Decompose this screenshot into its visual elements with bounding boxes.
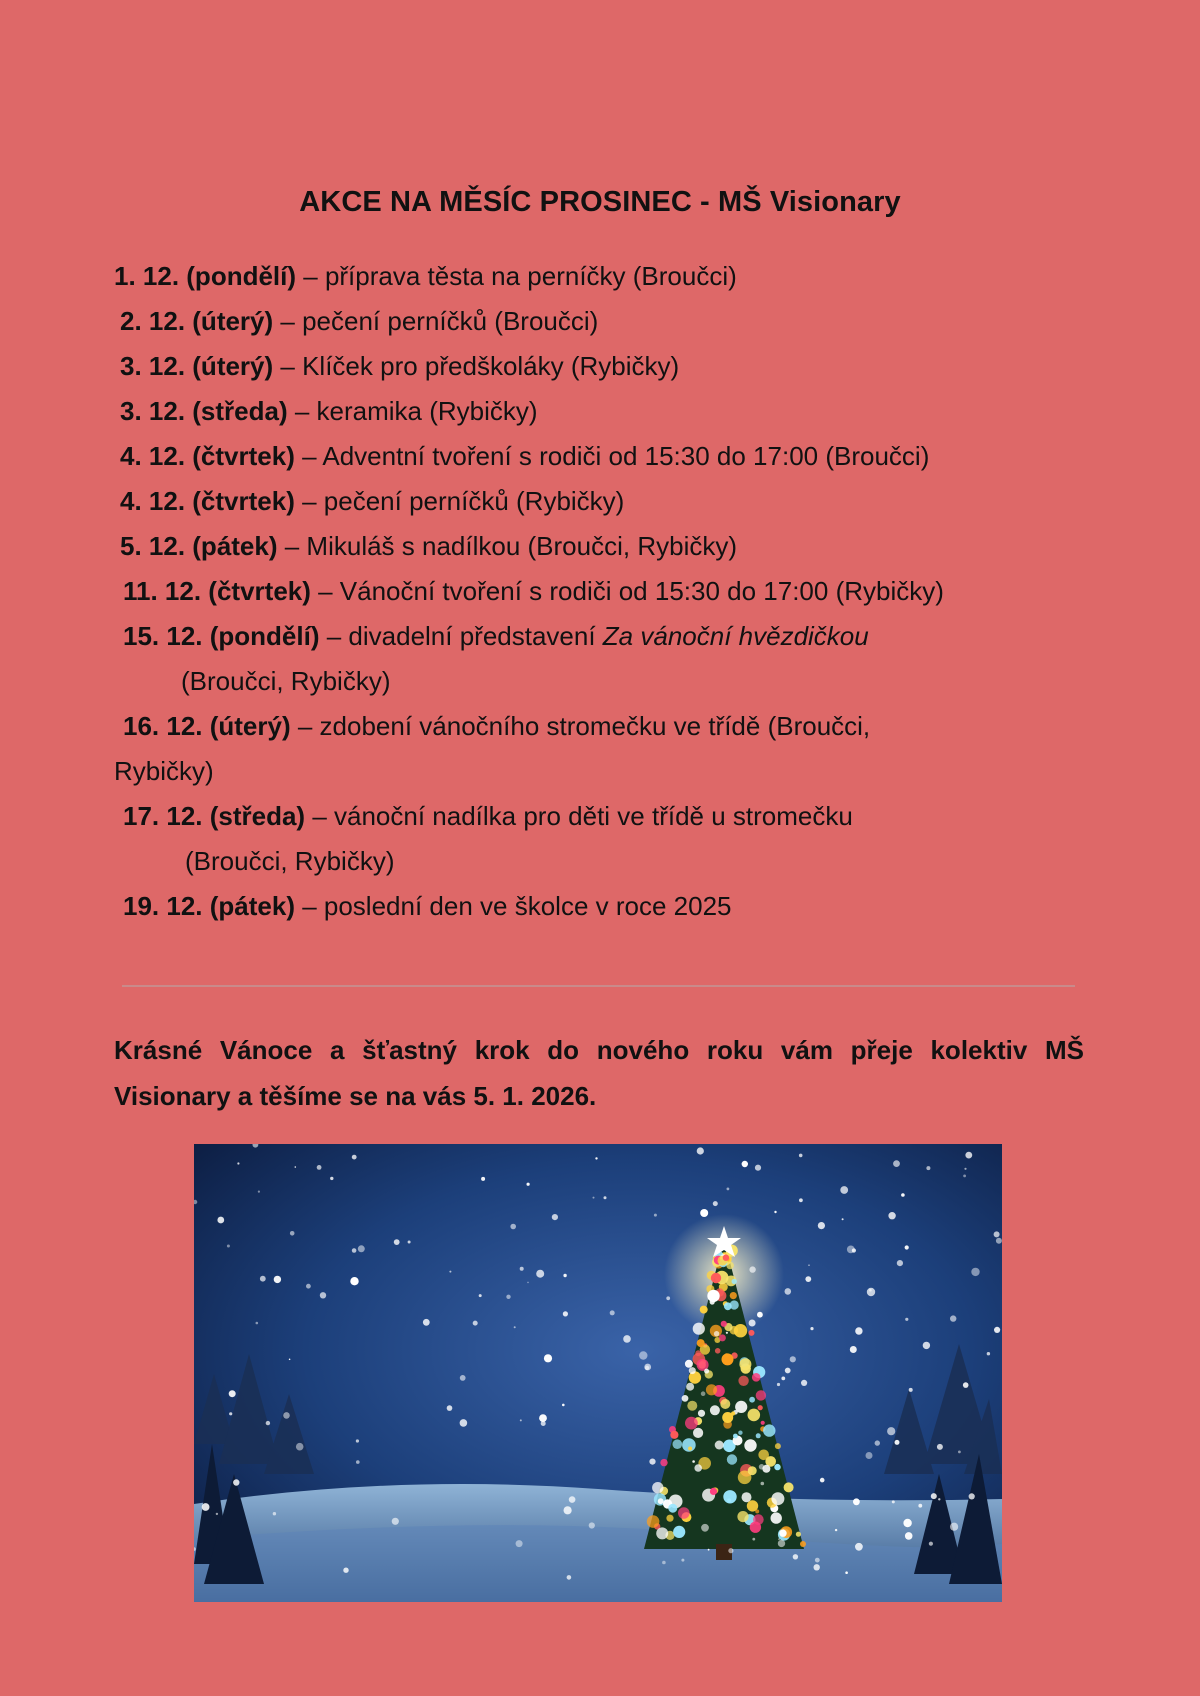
snowflake: [847, 1246, 855, 1254]
snowflake: [510, 1224, 516, 1230]
snowflake: [562, 1404, 565, 1407]
snowflake: [895, 1440, 900, 1445]
snowflake: [785, 1288, 792, 1295]
event-text: – zdobení vánočního stromečku ve třídě (Broučci,: [290, 711, 871, 741]
snowflake: [785, 1368, 791, 1374]
snowflake: [520, 1419, 522, 1421]
tree-light: [719, 1334, 726, 1341]
event-item: [120, 301, 598, 341]
event-continuation: (Broučci, Rybičky): [181, 666, 391, 696]
snowflake: [749, 1266, 755, 1272]
tree-light: [689, 1367, 696, 1374]
event-text: – pečení perníčků (Rybičky): [294, 486, 625, 516]
tree-light: [660, 1459, 667, 1466]
snowflake: [909, 1388, 913, 1392]
tree-light: [756, 1390, 766, 1400]
snowflake: [704, 1369, 709, 1374]
snowflake: [994, 1327, 1000, 1333]
snowflake: [449, 1271, 451, 1273]
tree-light: [668, 1504, 677, 1513]
tree-light: [678, 1507, 690, 1519]
event-item: [114, 256, 737, 296]
snowflake: [752, 1538, 755, 1541]
snowflake: [356, 1439, 359, 1442]
snowflake: [237, 1162, 239, 1164]
tree-light: [697, 1339, 705, 1347]
snowflake: [473, 1321, 478, 1326]
snowflake: [274, 1276, 281, 1283]
snowflake: [845, 1571, 848, 1574]
tree-light: [763, 1424, 775, 1436]
christmas-tree-image: [194, 1144, 1002, 1602]
tree-light: [734, 1324, 747, 1337]
tree-light: [647, 1515, 660, 1528]
tree-light: [687, 1401, 697, 1411]
event-date: 17. 12. (středa): [123, 801, 306, 831]
greeting-text: Krásné Vánoce a šťastný krok do nového roku vám přeje kolektiv MŠ Visionary a těšíme se na vás 5. 1. 2026.: [114, 1035, 1084, 1111]
snowflake: [593, 1197, 595, 1199]
snowflake: [266, 1421, 270, 1425]
snowflake: [296, 1443, 304, 1451]
snowflake: [790, 1356, 796, 1362]
snowflake: [805, 1276, 811, 1282]
tree-light: [715, 1348, 721, 1354]
tree-light: [724, 1302, 732, 1310]
event-text: – Adventní tvoření s rodiči od 15:30 do 17:00 (Broučci): [294, 441, 930, 471]
snowflake: [423, 1319, 430, 1326]
tree-light: [784, 1482, 794, 1492]
tree-light: [733, 1434, 738, 1439]
snowflake: [330, 1177, 333, 1180]
snowflake: [905, 1318, 908, 1321]
snowflake: [777, 1383, 780, 1386]
snowflake: [926, 1166, 930, 1170]
snowflake: [604, 1196, 607, 1199]
snowflake: [897, 1260, 903, 1266]
tree-light: [758, 1450, 769, 1461]
event-item: [123, 796, 853, 836]
snowflake: [779, 1530, 786, 1537]
snowflake: [352, 1248, 357, 1253]
snowflake: [971, 1268, 979, 1276]
snowflake: [903, 1519, 911, 1527]
snowflake: [306, 1284, 311, 1289]
snowflake: [567, 1575, 572, 1580]
snowflake: [692, 1460, 695, 1463]
snowflake: [892, 1500, 895, 1503]
snowflake: [569, 1496, 576, 1503]
snowflake: [931, 1493, 937, 1499]
snowflake: [901, 1193, 905, 1197]
snowflake: [987, 1352, 990, 1355]
snowflake: [460, 1419, 468, 1427]
snowflake: [527, 1282, 529, 1284]
tree-light: [673, 1526, 685, 1538]
event-item: [120, 526, 737, 566]
snowflake: [950, 1523, 958, 1531]
event-date: 4. 12. (čtvrtek): [120, 486, 295, 516]
tree-light: [796, 1532, 801, 1537]
event-item: [123, 706, 870, 746]
tree-light: [744, 1439, 756, 1451]
snowflake: [682, 1395, 689, 1402]
snowflake: [929, 1542, 933, 1546]
snowflake: [229, 1412, 232, 1415]
snowflake: [666, 1296, 670, 1300]
tree-light: [750, 1522, 761, 1533]
snowflake: [256, 1322, 259, 1325]
snowflake: [697, 1147, 704, 1154]
snowflake: [994, 1231, 1000, 1237]
snowflake: [447, 1405, 453, 1411]
event-date: 5. 12. (pátek): [120, 531, 278, 561]
snowflake: [814, 1564, 820, 1570]
tree-light: [737, 1511, 748, 1522]
event-text: – pečení perníčků (Broučci): [273, 306, 599, 336]
snowflake: [867, 1288, 875, 1296]
snowflake: [801, 1380, 807, 1386]
snowflake: [217, 1217, 224, 1224]
snowflake: [544, 1354, 552, 1362]
snowflake: [850, 1346, 857, 1353]
snowflake: [840, 1186, 848, 1194]
tree-light: [723, 1490, 736, 1503]
tree-light: [730, 1292, 737, 1299]
tree-light: [771, 1512, 782, 1523]
snowflake: [506, 1295, 510, 1299]
snowflake: [352, 1155, 357, 1160]
snowflake: [514, 1326, 516, 1328]
tree-light: [666, 1515, 673, 1522]
snowflake: [778, 1540, 785, 1547]
tree-light: [739, 1358, 751, 1370]
snowflake: [905, 1532, 913, 1540]
event-item: [123, 886, 732, 926]
snowflake: [233, 1479, 239, 1485]
snowflake: [320, 1292, 326, 1298]
tree-light: [706, 1384, 717, 1395]
snowflake: [742, 1161, 748, 1167]
snowflake: [808, 1264, 810, 1266]
snowflake: [701, 1391, 706, 1396]
tree-light: [749, 1397, 755, 1403]
snowflake: [853, 1498, 860, 1505]
snowflake: [563, 1274, 566, 1277]
tree-light: [700, 1306, 708, 1314]
event-date: 2. 12. (úterý): [120, 306, 274, 336]
snowflake: [820, 1478, 825, 1483]
snowflake: [950, 1315, 956, 1321]
event-text: – keramika (Rybičky): [287, 396, 538, 426]
event-text: – Vánoční tvoření s rodiči od 15:30 do 17:00 (Rybičky): [310, 576, 944, 606]
snowflake: [969, 1493, 975, 1499]
snowflake: [842, 1218, 844, 1220]
snowflake: [905, 1245, 909, 1249]
snowflake: [260, 1276, 266, 1282]
tree-light: [727, 1454, 737, 1464]
snowflake: [563, 1311, 568, 1316]
tree-light: [715, 1441, 724, 1450]
snowflake: [727, 1188, 730, 1191]
event-title-italic: Za vánoční hvězdičkou: [602, 621, 869, 651]
tree-light: [670, 1431, 678, 1439]
snowflake: [649, 1459, 655, 1465]
snowflake: [700, 1209, 708, 1217]
snowflake: [460, 1375, 466, 1381]
snowflake: [761, 1482, 765, 1486]
snowflake: [749, 1320, 756, 1327]
snowflake: [855, 1327, 862, 1334]
snowflake: [958, 1451, 961, 1454]
snowflake: [799, 1154, 803, 1158]
snowflake: [644, 1364, 651, 1371]
event-date: 3. 12. (středa): [120, 396, 288, 426]
snowflake: [686, 1383, 694, 1391]
snowflake: [552, 1214, 558, 1220]
snowflake: [623, 1335, 631, 1343]
tree-light: [710, 1299, 715, 1304]
snowflake: [516, 1540, 523, 1547]
snowflake: [283, 1412, 290, 1419]
tree-light: [752, 1373, 761, 1382]
tree-light: [652, 1482, 663, 1493]
tree-light: [774, 1464, 780, 1470]
tree-light: [710, 1405, 720, 1415]
snowflake: [726, 1332, 728, 1334]
snowflake: [963, 1175, 966, 1178]
tree-light: [710, 1488, 717, 1495]
tree-light: [693, 1428, 703, 1438]
snowflake: [708, 1549, 710, 1551]
event-date: 3. 12. (úterý): [120, 351, 274, 381]
tree-light: [656, 1527, 668, 1539]
snowflake: [229, 1390, 236, 1397]
tree-light: [721, 1321, 727, 1327]
event-text: – příprava těsta na perníčky (Broučci): [296, 261, 737, 291]
snowflake: [866, 1452, 873, 1459]
snowflake: [589, 1522, 595, 1528]
tree-light: [722, 1353, 734, 1365]
snowflake: [520, 1267, 524, 1271]
snowflake: [479, 1294, 482, 1297]
snowflake: [202, 1503, 210, 1511]
tree-light: [732, 1279, 737, 1284]
snowflake: [610, 1310, 615, 1315]
snowflake: [356, 1460, 360, 1464]
snowflake: [358, 1245, 365, 1252]
snowflake: [392, 1518, 399, 1525]
snowflake: [317, 1165, 322, 1170]
snowflake: [394, 1239, 400, 1245]
event-date: 15. 12. (pondělí): [123, 621, 320, 651]
snowflake: [714, 1331, 719, 1336]
tree-light: [722, 1412, 733, 1423]
tree-light: [748, 1466, 757, 1475]
snowflake: [216, 1513, 218, 1515]
snowflake: [681, 1559, 684, 1562]
tree-light: [742, 1492, 752, 1502]
event-item: [120, 346, 679, 386]
snowflake: [918, 1504, 922, 1508]
snowflake: [639, 1351, 647, 1359]
event-date: 16. 12. (úterý): [123, 711, 291, 741]
tree-light: [761, 1421, 765, 1425]
event-date: 4. 12. (čtvrtek): [120, 441, 295, 471]
event-item: [123, 616, 869, 656]
snowflake: [799, 1198, 803, 1202]
tree-light: [735, 1401, 747, 1413]
snowflake: [595, 1157, 597, 1159]
snowflake: [855, 1543, 863, 1551]
snowflake: [818, 1222, 825, 1229]
snowflake: [728, 1548, 733, 1553]
event-date: 1. 12. (pondělí): [114, 261, 297, 291]
snowflake: [963, 1382, 969, 1388]
snowflake: [755, 1165, 761, 1171]
snowflake: [350, 1277, 358, 1285]
tree-light: [738, 1376, 748, 1386]
snowflake: [481, 1177, 485, 1181]
tree-light: [688, 1447, 692, 1451]
event-date: 11. 12. (čtvrtek): [123, 576, 311, 606]
snowflake: [996, 1238, 1002, 1244]
tree-light: [720, 1399, 730, 1409]
tree-light: [800, 1541, 806, 1547]
snowflake: [815, 1558, 820, 1563]
event-item: [120, 391, 538, 431]
tree-light: [755, 1509, 759, 1513]
divider: [122, 985, 1075, 987]
tree-light: [711, 1273, 721, 1283]
snowflake: [793, 1554, 798, 1559]
tree-light: [771, 1492, 784, 1505]
snowflake: [343, 1568, 348, 1573]
tree-light: [698, 1410, 705, 1417]
tree-light: [685, 1417, 698, 1430]
event-item: [120, 436, 929, 476]
event-text: – poslední den ve školce v roce 2025: [294, 891, 732, 921]
event-text: – Mikuláš s nadílkou (Broučci, Rybičky): [277, 531, 737, 561]
snowflake: [295, 1166, 297, 1168]
tree-light: [748, 1409, 761, 1422]
event-continuation: Rybičky): [114, 756, 214, 786]
snowflake: [536, 1270, 544, 1278]
event-item: [123, 571, 944, 611]
page-title: AKCE NA MĚSÍC PROSINEC - MŠ Visionary: [299, 186, 901, 218]
tree-light: [738, 1431, 742, 1435]
snowflake: [408, 1241, 411, 1244]
snowflake: [713, 1201, 718, 1206]
snowflake: [781, 1377, 785, 1381]
snowflake: [289, 1359, 291, 1361]
tree-light: [758, 1405, 763, 1410]
snowflake: [654, 1214, 657, 1217]
snowflake: [888, 1212, 895, 1219]
snowflake: [774, 1211, 776, 1213]
snowflake: [258, 1191, 260, 1193]
snowflake: [759, 1464, 765, 1470]
snowflake: [564, 1506, 572, 1514]
snowflake: [227, 1245, 230, 1248]
tree-light: [775, 1443, 781, 1449]
snowflake: [694, 1464, 702, 1472]
tree-light: [749, 1330, 755, 1336]
event-text: – divadelní představení: [319, 621, 603, 651]
snowflake: [757, 1312, 763, 1318]
snowflake: [778, 1538, 780, 1540]
tree-light: [693, 1323, 705, 1335]
event-item: [120, 481, 624, 521]
event-text: – Klíček pro předškoláky (Rybičky): [273, 351, 680, 381]
snowflake: [965, 1152, 972, 1159]
snowflake: [662, 1561, 666, 1565]
snowflake: [893, 1160, 900, 1167]
event-continuation: (Broučci, Rybičky): [185, 846, 395, 876]
snowflake: [875, 1440, 880, 1445]
snowflake: [273, 1512, 276, 1515]
snowflake: [887, 1427, 895, 1435]
snowflake: [835, 1529, 837, 1531]
snowflake: [290, 1231, 295, 1236]
snowflake: [701, 1524, 709, 1532]
event-date: 19. 12. (pátek): [123, 891, 295, 921]
snowflake: [539, 1414, 547, 1422]
snowflake: [658, 1498, 664, 1504]
snowflake: [937, 1444, 943, 1450]
snowflake: [964, 1168, 966, 1170]
event-text: – vánoční nadílka pro děti ve třídě u stromečku: [305, 801, 853, 831]
tree-light: [685, 1360, 693, 1368]
snowflake: [923, 1342, 930, 1349]
snowflake: [527, 1183, 530, 1186]
snowflake: [938, 1498, 940, 1500]
tree-light: [756, 1433, 761, 1438]
tree-light: [723, 1255, 729, 1261]
tree-light: [673, 1439, 683, 1449]
snowflake: [810, 1327, 813, 1330]
